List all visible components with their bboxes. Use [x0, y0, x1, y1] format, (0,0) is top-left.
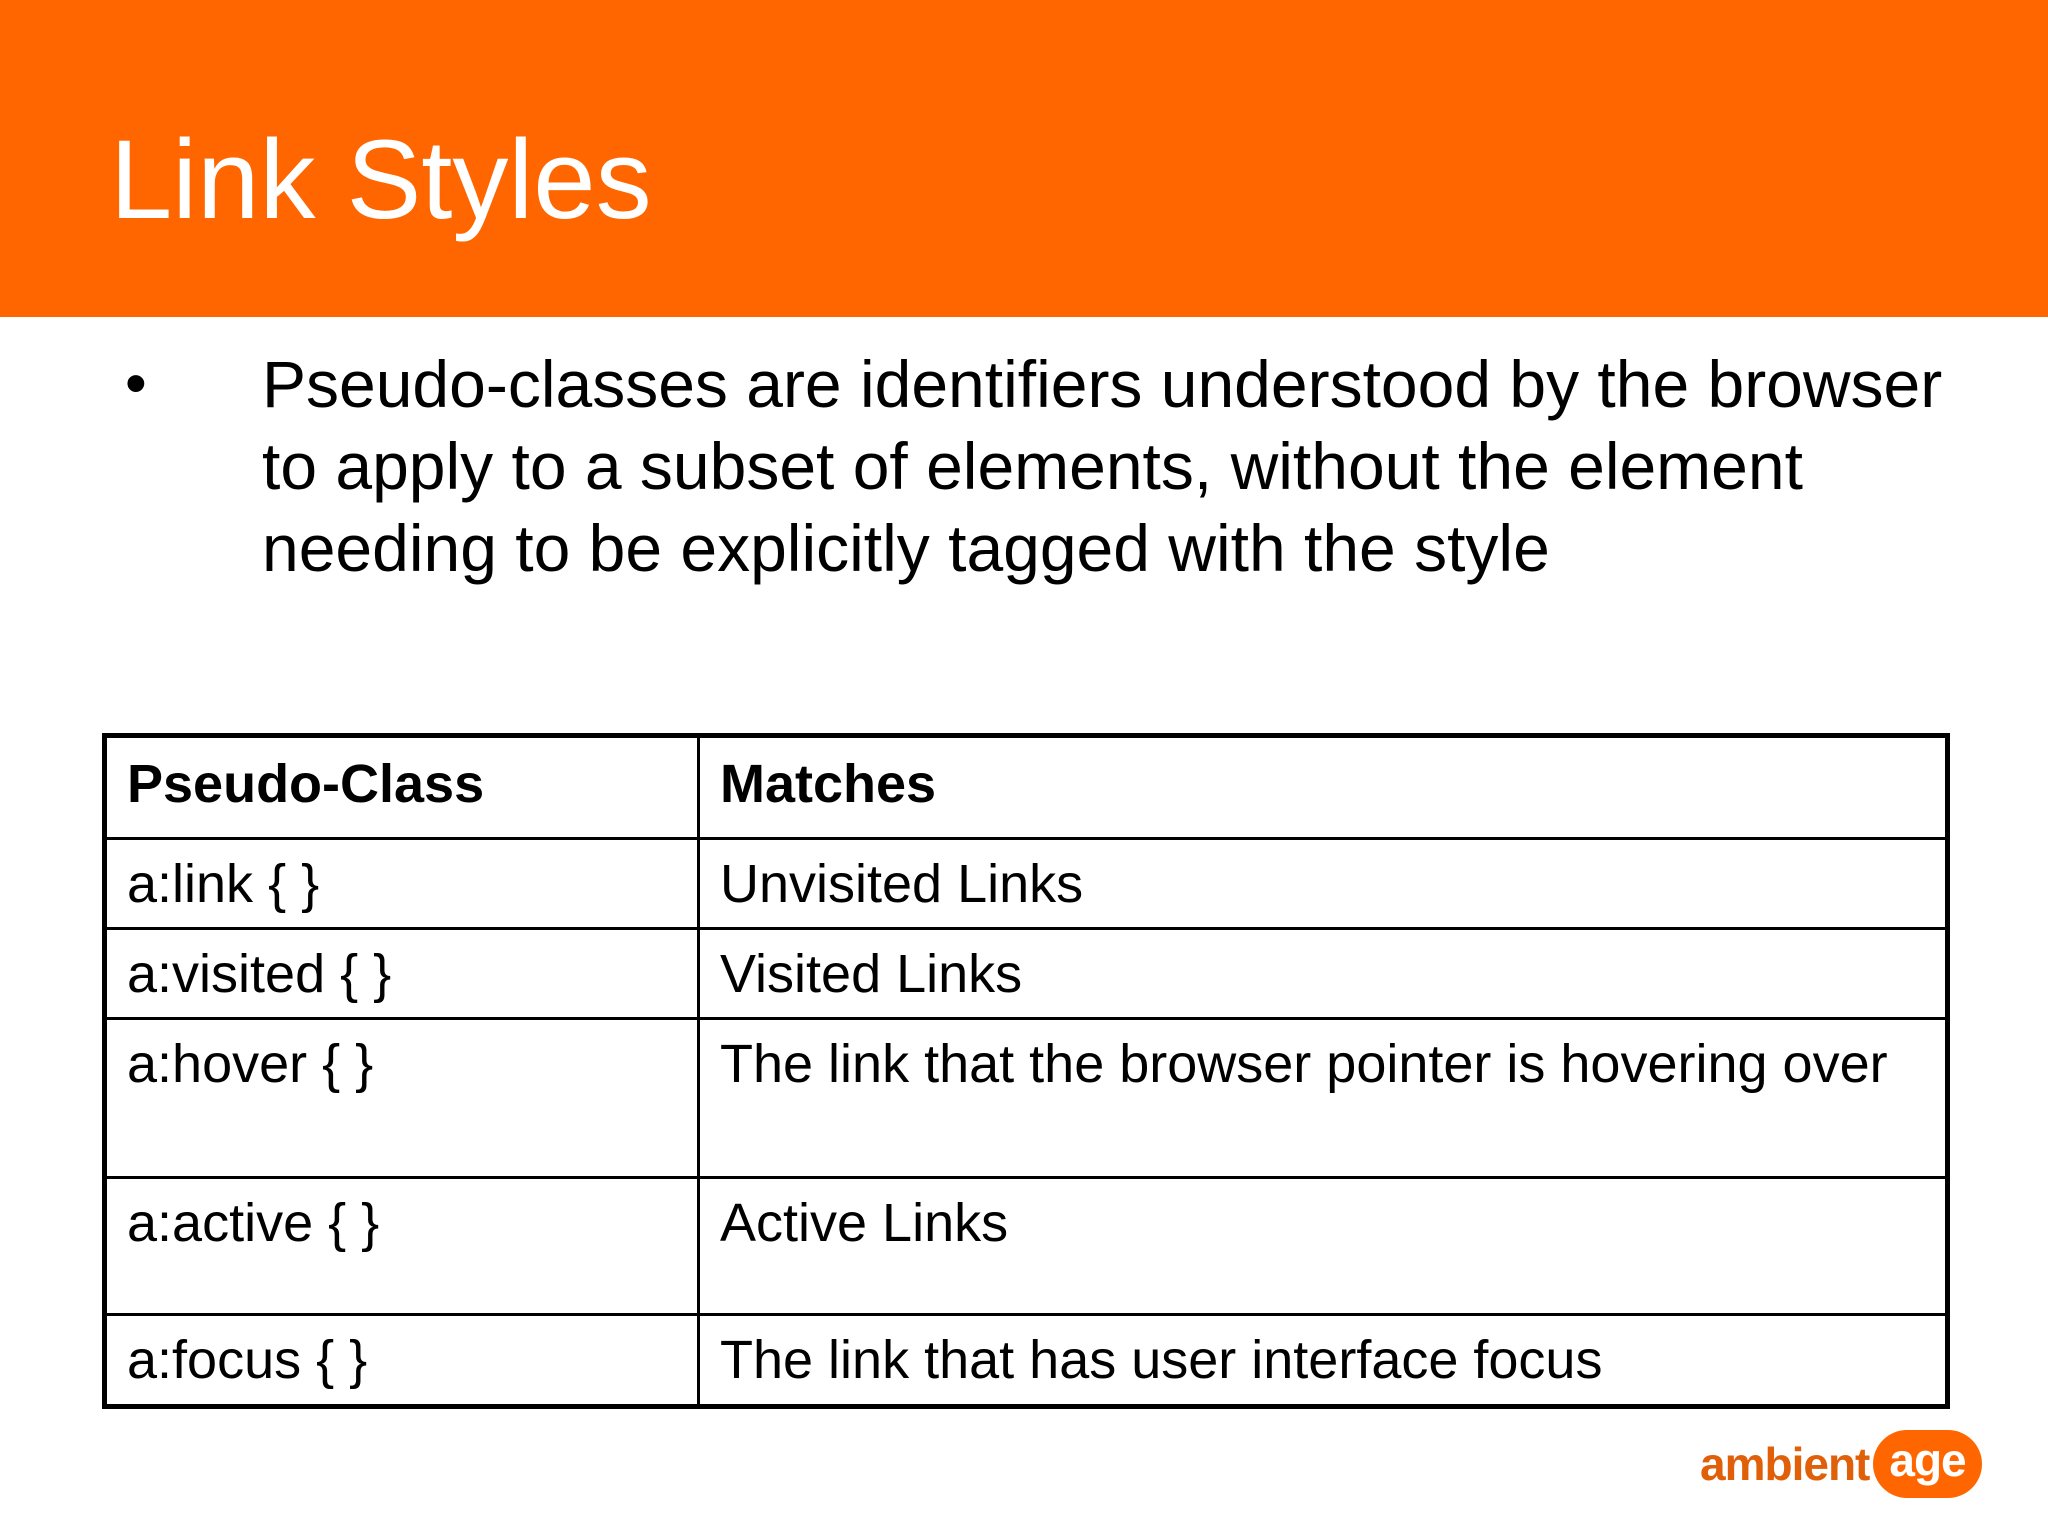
- slide-title: Link Styles: [110, 117, 652, 242]
- table-cell-selector: a:active { }: [105, 1178, 699, 1315]
- header-matches: Matches: [699, 736, 1948, 839]
- logo-word: ambient: [1700, 1438, 1870, 1490]
- bullet-marker: •: [125, 349, 147, 418]
- table-cell-match: Unvisited Links: [699, 839, 1948, 929]
- table-row: [105, 1019, 1948, 1178]
- table-cell-match: The link that the browser pointer is hovering over: [699, 1019, 1948, 1178]
- table-cell-selector: a:link { }: [105, 839, 699, 929]
- table-cell-match: Visited Links: [699, 929, 1948, 1019]
- header-pseudo-class: Pseudo-Class: [105, 736, 699, 839]
- pseudo-class-table: [102, 733, 1950, 1409]
- title-bar: [0, 0, 2048, 317]
- table-cell-match: The link that has user interface focus: [699, 1315, 1948, 1407]
- table-row: [105, 929, 1948, 1019]
- logo-badge: age: [1873, 1430, 1981, 1498]
- table-header-row: [105, 736, 1948, 839]
- table-cell-selector: a:hover { }: [105, 1019, 699, 1178]
- table-cell-selector: a:focus { }: [105, 1315, 699, 1407]
- table-row: [105, 1178, 1948, 1315]
- table-cell-selector: a:visited { }: [105, 929, 699, 1019]
- bullet-text: Pseudo-classes are identifiers understood by the browser to apply to a subset of elements, without the element needing to be explicitly tagged with the style: [262, 347, 1943, 585]
- table-row: [105, 1315, 1948, 1407]
- ambient-age-logo: [1700, 1428, 1982, 1500]
- table-cell-match: Active Links: [699, 1178, 1948, 1315]
- table-row: [105, 839, 1948, 929]
